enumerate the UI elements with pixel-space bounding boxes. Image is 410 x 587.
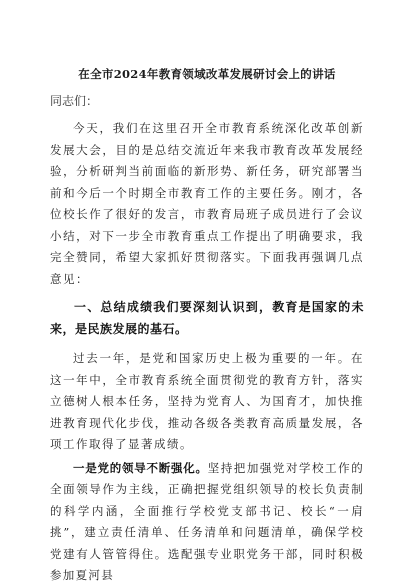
section-heading-1: 一、总结成绩我们要深刻认识到，教育是国家的未来，是民族发展的基石。	[50, 300, 364, 336]
document-title: 在全市2024年教育领域改革发展研讨会上的讲话	[78, 67, 336, 81]
section-1-paragraph: 过去一年，是党和国家历史上极为重要的一年。在这一年中，全市教育系统全面贯彻党的教育方针，落实立德树人根本任务，坚持为党育人、为国育才，加快推进教育现代化步伐，推动各级各类教育高质量发展，各项工作取得了显著成绩。	[50, 351, 364, 451]
point-1-lead: 一是党的领导不断强化。	[73, 460, 208, 475]
intro-paragraph: 今天，我们在这里召开全市教育系统深化改革创新发展大会，目的是总结交流近年来我市教育改革发展经验，分析研判当前面临的新形势、新任务，研究部署当前和今后一个时期全市教育工作的主要任务。刚才，各位校长作了很好的发言，市教育局班子成员进行了会议小结，对下一步全市教育重点工作提出了明确要求，我完全赞同，希望大家抓好贯彻落实。下面我再强调几点意见：	[50, 121, 364, 286]
salutation: 同志们：	[50, 94, 99, 108]
point-1-paragraph	[50, 458, 364, 587]
point-1-body: 坚持把加强党对学校工作的全面领导作为主线，正确把握党组织领导的校长负责制的科学内涵，全面推行学校党支部书记、校长“一肩挑”，建立责任清单、任务清单和问题清单，确保学校党建有人管管得住。选配强专业职党务干部，同时积极参加夏河县	[50, 460, 364, 582]
